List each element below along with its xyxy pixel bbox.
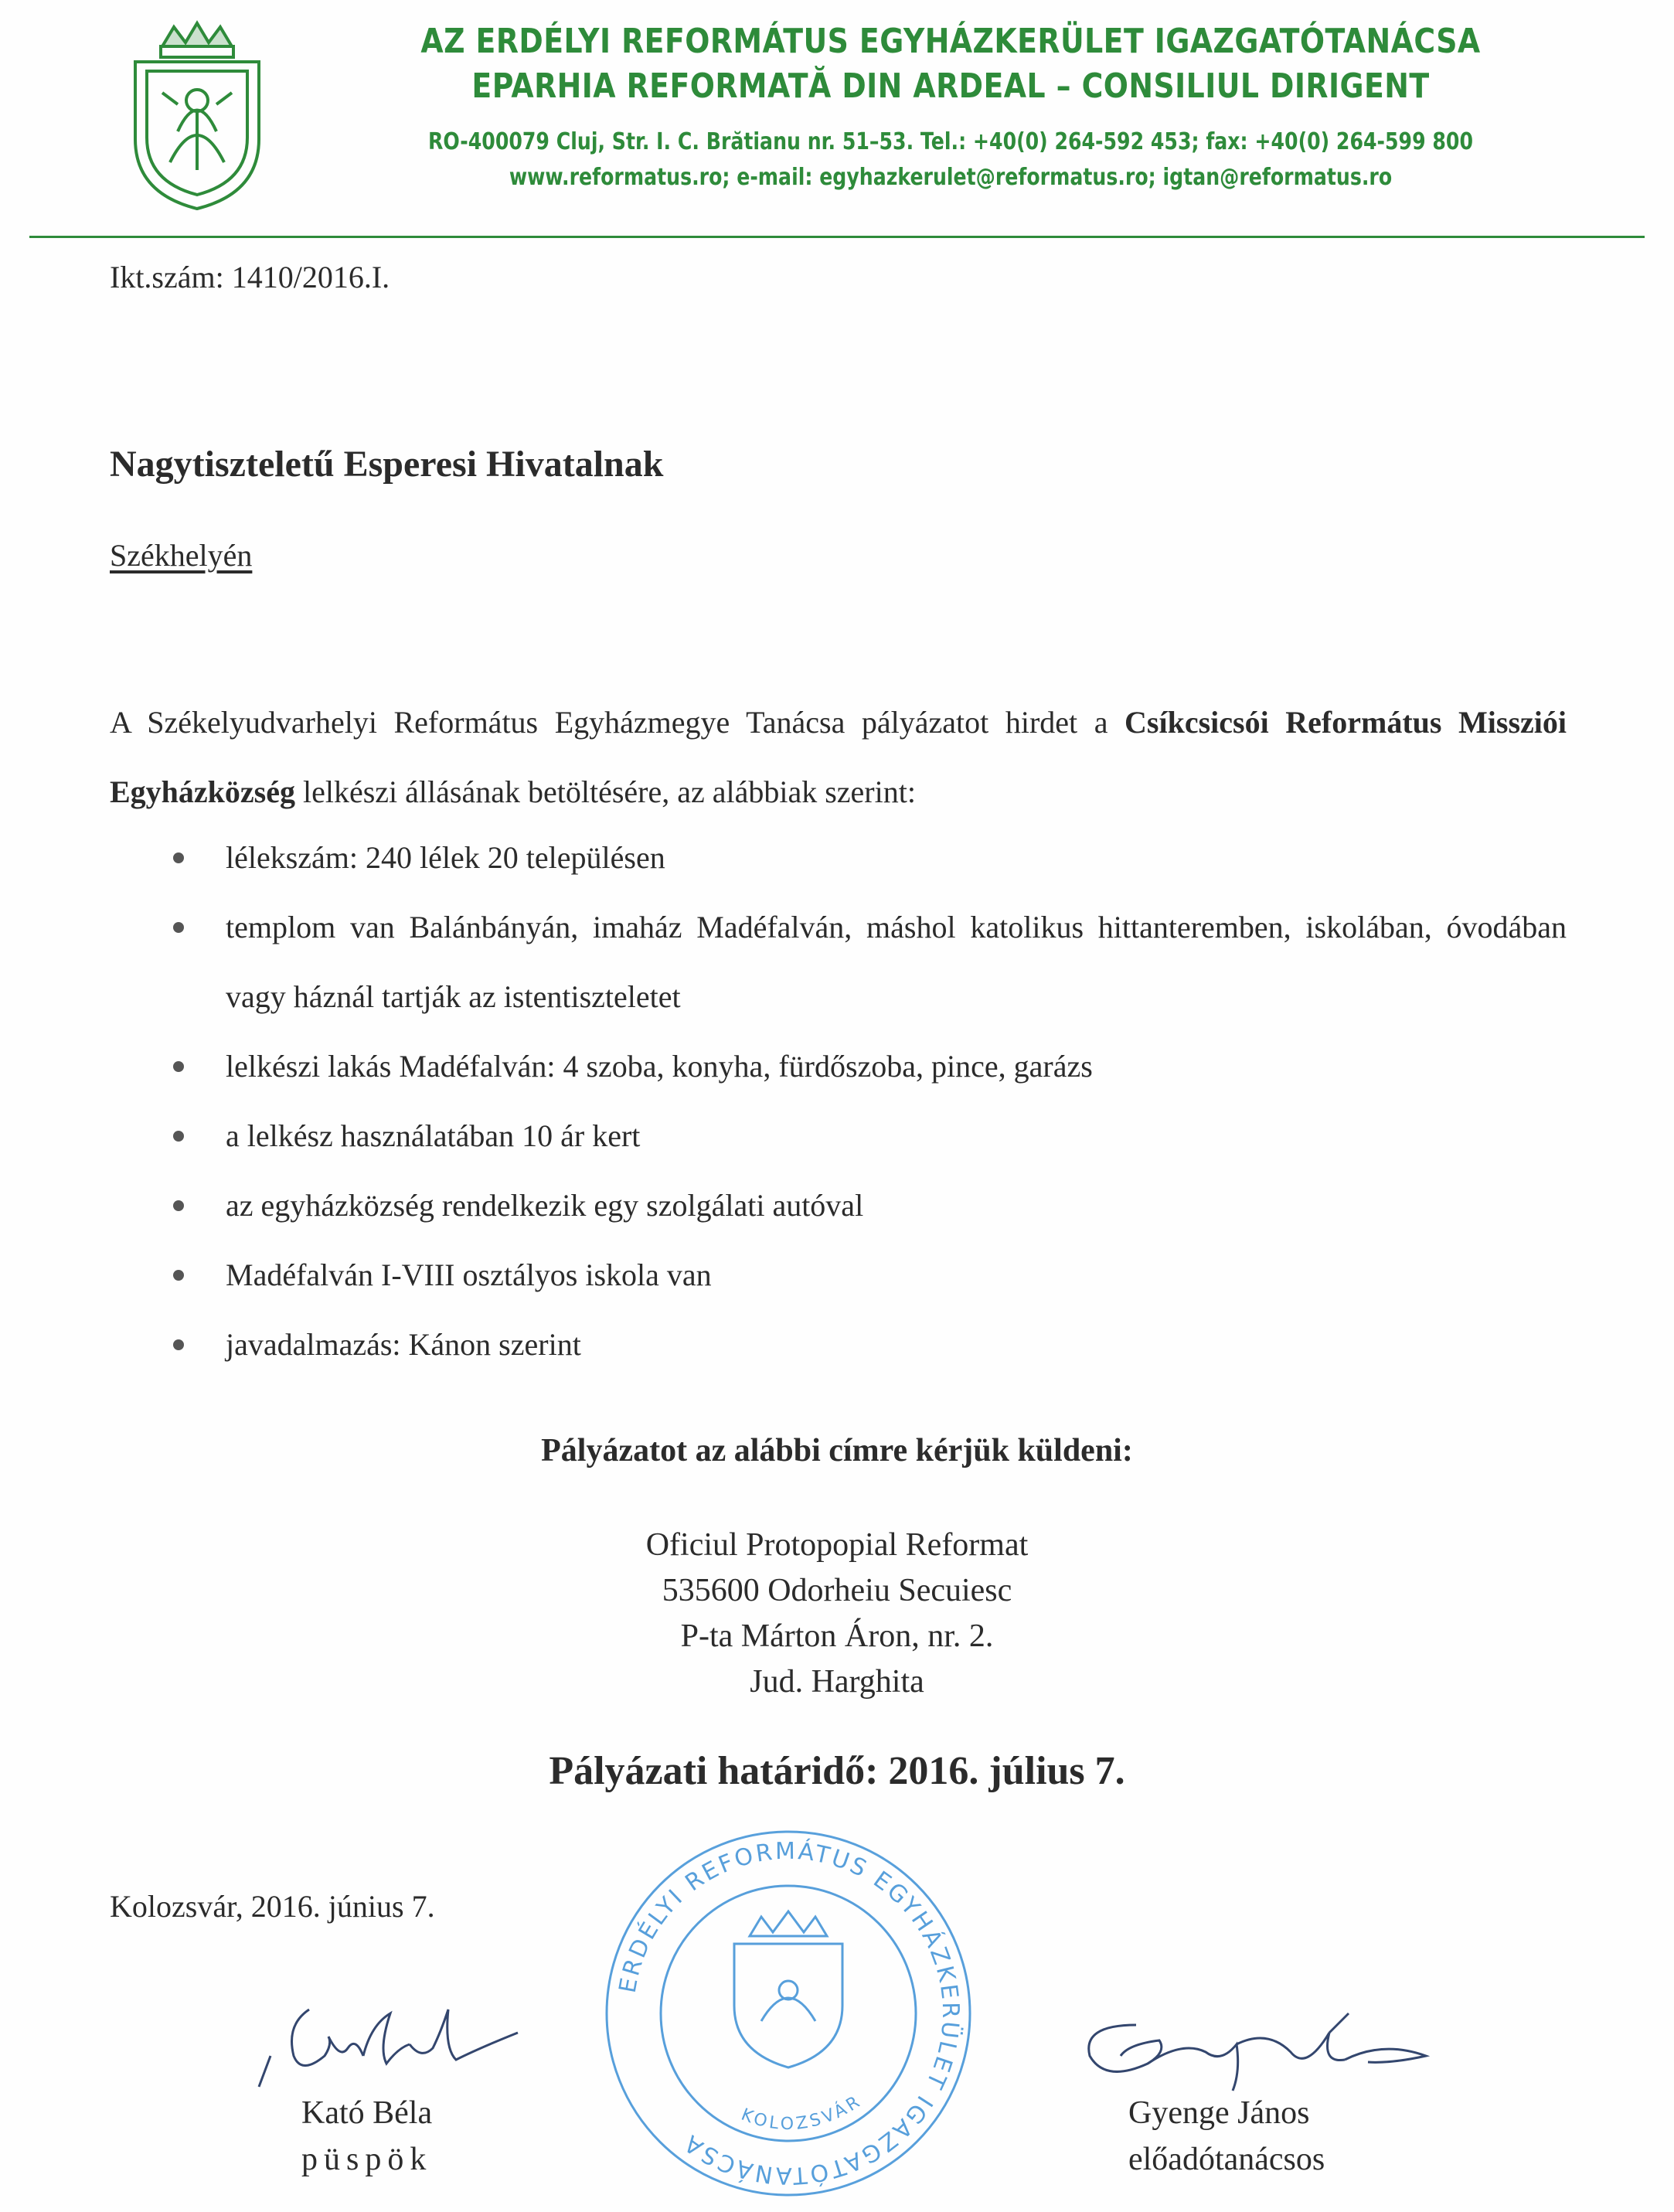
- intro-paragraph: [110, 688, 1567, 827]
- signature-gyenge-janos: [1074, 2010, 1430, 2095]
- mail-address-line: Oficiul Protopopial Reformat: [645, 1527, 1029, 1563]
- mail-address-line: 535600 Odorheiu Secuiesc: [662, 1573, 1012, 1608]
- svg-text:ERDÉLYI REFORMÁTUS EGYHÁZKERÜL: [614, 1837, 965, 2189]
- org-name-romanian: EPARHIA REFORMATĂ DIN ARDEAL – CONSILIUL DIRIGENT: [471, 66, 1430, 106]
- reference-number: Ikt.szám: 1410/2016.I.: [110, 260, 390, 294]
- list-item: javadalmazás: Kánon szerint: [110, 1310, 1567, 1380]
- signatory-name: Gyenge János: [1128, 2095, 1310, 2131]
- seat-line: Székhelyén: [110, 538, 253, 573]
- signature-kato-bela: [255, 2002, 533, 2095]
- bullet-icon: [173, 1200, 184, 1211]
- list-item: lelkészi lakás Madéfalván: 4 szoba, konyha, fürdőszoba, pince, garázs: [110, 1032, 1567, 1101]
- letterhead-divider: [29, 236, 1645, 238]
- list-item: az egyházközség rendelkezik egy szolgálati autóval: [110, 1171, 1567, 1240]
- seal-city: KOLOZSVÁR: [738, 2091, 866, 2135]
- mail-address-block: [0, 1523, 1674, 1705]
- bullet-icon: [173, 1339, 184, 1350]
- addressee: Nagytiszteletű Esperesi Hivatalnak: [110, 444, 664, 485]
- church-crest-logo: [116, 15, 278, 216]
- place-date: Kolozsvár, 2016. június 7.: [110, 1889, 435, 1924]
- bullet-icon: [173, 1270, 184, 1281]
- mail-address-line: Jud. Harghita: [750, 1664, 924, 1700]
- bullet-icon: [173, 1061, 184, 1072]
- list-item: a lelkész használatában 10 ár kert: [110, 1101, 1567, 1171]
- intro-congregation-name: Csíkcsicsói Református Missziói Egyházközség: [110, 705, 1567, 809]
- deadline: Pályázati határidő: 2016. július 7.: [549, 1749, 1125, 1793]
- mail-address-line: P-ta Márton Áron, nr. 2.: [680, 1618, 994, 1654]
- signatory-title: püspök: [301, 2142, 433, 2177]
- list-item: templom van Balánbányán, imaház Madéfalván, máshol katolikus hittanteremben, iskolában, óvodában vagy háznál tartják az istentiszteletet: [110, 893, 1567, 1032]
- bullet-icon: [173, 852, 184, 863]
- seal-ring-text: ERDÉLYI REFORMÁTUS EGYHÁZKERÜLET IGAZGATÓTANÁCSA: [614, 1837, 965, 2190]
- intro-text-2: lelkészi állásának betöltésére, az alábbiak szerint:: [295, 774, 916, 809]
- intro-text-1: A Székelyudvarhelyi Református Egyházmegye Tanácsa pályázatot hirdet a: [110, 705, 1125, 740]
- signatory-name: Kató Béla: [301, 2095, 433, 2131]
- list-item: Madéfalván I-VIII osztályos iskola van: [110, 1240, 1567, 1310]
- list-item: lélekszám: 240 lélek 20 településen: [110, 823, 1567, 893]
- org-address: RO-400079 Cluj, Str. I. C. Brătianu nr. 51–53. Tel.: +40(0) 264-592 453; fax: +40(0) 264-599 800: [428, 128, 1473, 155]
- org-name-hungarian: AZ ERDÉLYI REFORMÁTUS EGYHÁZKERÜLET IGAZGATÓTANÁCSA: [420, 22, 1481, 61]
- bullet-icon: [173, 922, 184, 933]
- official-seal-stamp: [595, 1820, 982, 2207]
- bullet-icon: [173, 1131, 184, 1142]
- conditions-list: [110, 823, 1567, 1380]
- signatory-title: előadótanácsos: [1128, 2142, 1325, 2177]
- send-heading: Pályázatot az alábbi címre kérjük küldeni:: [541, 1433, 1133, 1468]
- org-web-email: www.reformatus.ro; e-mail: egyhazkerulet@reformatus.ro; igtan@reformatus.ro: [509, 164, 1393, 191]
